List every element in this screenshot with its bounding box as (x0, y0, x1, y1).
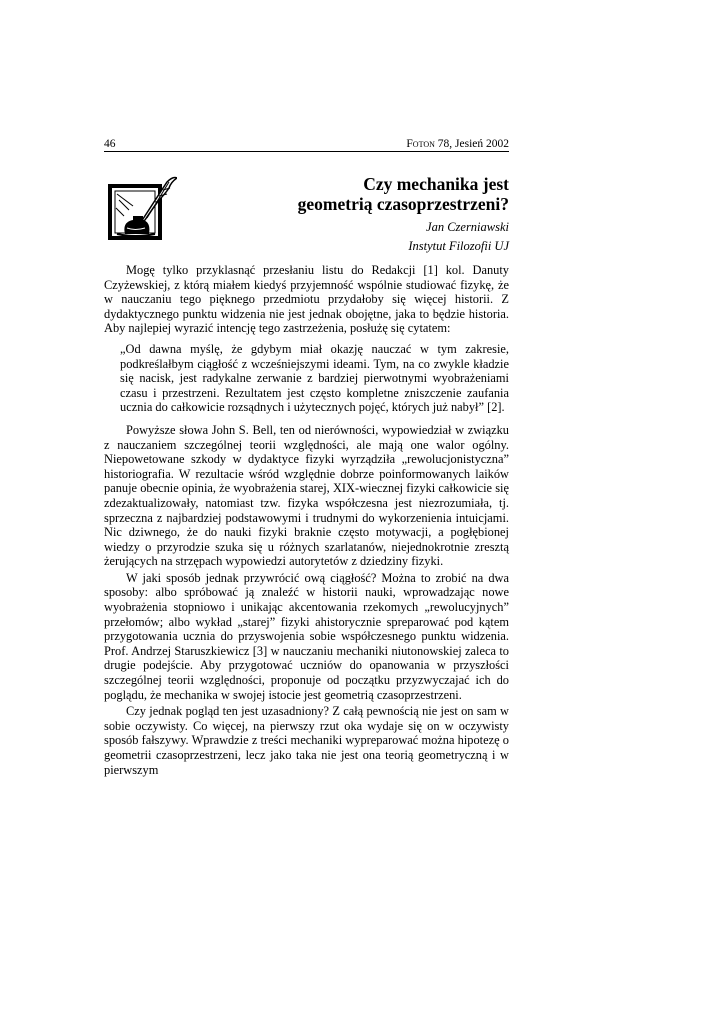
paragraph-2: Powyższe słowa John S. Bell, ten od nierówności, wypowiedział w związku z nauczaniem szczególnej teorii względności, ale mają one walor ogólny. Niepowetowane szkody w dydaktyce fizyki wyrządziła „rewolucjonistyczna” historiografia. W rezultacie wśród względnie dobrze poinformowanych laików panuje obecnie opinia, że wyobrażenia starej, XIX-wiecznej fizyki całkowicie się zdezaktualizowały, natomiast tzw. fizyka współczesna jest niezrozumiała, tj. sprzeczna z najbardziej podstawowymi i trudnymi do wykorzenienia intuicjami. Nic dziwnego, że do nauki fizyki braknie często motywacji, a pogłębionej wiedzy o przyrodzie szuka się u różnych szarlatanów, niejednokrotnie zresztą żerujących na strzępach wypowiedzi autorytetów z dziedziny fizyki. (104, 422, 509, 569)
page-number: 46 (104, 138, 116, 150)
block-quote: „Od dawna myślę, że gdybym miał okazję nauczać w tym zakresie, podkreślałbym ciągłość z wcześniejszymi ideami. Tym, na co zwykle kładzie się nacisk, jest radykalne zerwanie z bardziej pierwotnymi wyobrażeniami czasu i przestrzeni. Rezultatem jest często kompletne zniszczenie zaufania ucznia do całkowicie rozsądnych i użytecznych pojęć, których już nabył” [2]. (120, 341, 509, 415)
paragraph-3: W jaki sposób jednak przywrócić ową ciągłość? Można to zrobić na dwa sposoby: albo spróbować ją znaleźć w historii nauki, wprowadzając nowe wyobrażenia stopniowo i unikając akcentowania rzekomych „rewolucyjnych” przełomów; albo wykład „starej” fizyki ahistorycznie spreparować pod kątem przygotowania ucznia do przyswojenia sobie współczesnego punktu widzenia. Prof. Andrzej Staruszkiewicz [3] w nauczaniu mechaniki niutonowskiej zaleca to drugie podejście. Aby przygotować uczniów do opanowania w przyszłości szczególnej teorii względności, proponuje od początku przyzwyczajać ich do poglądu, że mechanika w swojej istocie jest geometrią czasoprzestrzeni. (104, 570, 509, 702)
journal-issue: 78, Jesień 2002 (437, 138, 509, 150)
journal-name: Foton (406, 138, 435, 150)
paragraph-1: Mogę tylko przyklasnąć przesłaniu listu do Redakcji [1] kol. Danuty Czyżewskiej, z którą miałem kiedyś przyjemność wspólnie studiować fizykę, że w nauczaniu tego pięknego przedmiotu przydałoby się więcej historii. Z dydaktycznego punktu widzenia nie jest jednak obojętne, jaka to będzie historia. Aby najlepiej wyrazić intencję tego zastrzeżenia, posłużę się cytatem: (104, 263, 509, 336)
article-affiliation: Instytut Filozofii UJ (408, 239, 509, 253)
article-title-block (250, 174, 509, 253)
article-author: Jan Czerniawski (426, 220, 509, 234)
article-body (104, 263, 509, 777)
article-title-line-2: geometrią czasoprzestrzeni? (297, 194, 509, 214)
article-title-line-1: Czy mechanika jest (363, 174, 509, 194)
paragraph-4: Czy jednak pogląd ten jest uzasadniony? Z całą pewnością nie jest on sam w sobie oczywisty. Co więcej, na pierwszy rzut oka wydaje się on w oczywisty sposób fałszywy. Wprawdzie z treści mechaniki wypreparować można hipotezę o geometrii czasoprzestrzeni, lecz jako taka nie jest ona teorią geometryczną i w pierwszym (104, 704, 509, 777)
inkwell-quill-icon (107, 176, 177, 241)
journal-info (406, 138, 509, 151)
running-header (104, 138, 509, 152)
